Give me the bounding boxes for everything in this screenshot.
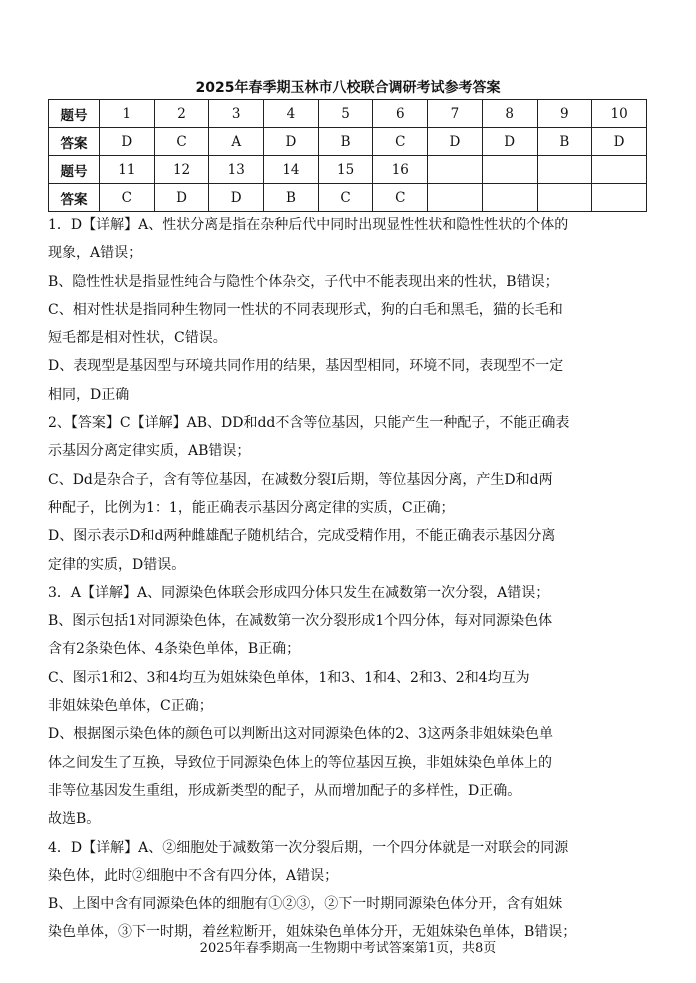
table-cell: [482, 156, 537, 184]
table-cell: 5: [318, 100, 373, 128]
table-cell: 6: [373, 100, 428, 128]
table-cell: B: [537, 128, 592, 156]
table-cell: [482, 184, 537, 212]
text-line: 染色单体，③下一时期，着丝粒断开，姐妹染色单体分开，无姐妹染色单体，B错误；: [48, 924, 577, 941]
table-row: [49, 100, 647, 128]
table-cell: 16: [373, 156, 428, 184]
table-cell: [428, 156, 483, 184]
table-row: [49, 128, 647, 156]
text-line: 定律的实质，D错误。: [48, 556, 186, 573]
table-header-cell: 答案: [49, 184, 100, 212]
table-cell: B: [318, 128, 373, 156]
text-line: 相同，D正确: [48, 386, 130, 403]
table-cell: 3: [209, 100, 264, 128]
table-cell: 10: [592, 100, 647, 128]
text-line: 4．D【详解】A、②细胞处于减数第一次分裂后期，一个四分体就是一对联会的同源: [48, 839, 569, 856]
text-line: 种配子，比例为1：1，能正确表示基因分离定律的实质，C正确；: [48, 499, 455, 516]
text-line: 非等位基因发生重组，形成新类型的配子，从而增加配子的多样性，D正确。: [48, 782, 522, 799]
table-cell: 8: [482, 100, 537, 128]
table-cell: 12: [154, 156, 209, 184]
text-line: 非姐妹染色单体，C正确；: [48, 698, 213, 715]
text-line: 1．D【详解】A、性状分离是指在杂种后代中同时出现显性性状和隐性性状的个体的: [48, 217, 569, 233]
text-line: 故选B。: [48, 811, 101, 828]
table-cell: 1: [100, 100, 155, 128]
text-line: B、隐性性状是指显性纯合与隐性个体杂交，子代中不能表现出来的性状，B错误；: [48, 273, 559, 290]
table-cell: D: [100, 128, 155, 156]
page-footer: 2025年春季期高一生物期中考试答案第1页，共8页: [199, 941, 497, 956]
text-line: B、图示包括1对同源染色体，在减数第一次分裂形成1个四分体，每对同源染色体: [48, 613, 553, 630]
table-cell: A: [209, 128, 264, 156]
table-cell: C: [154, 128, 209, 156]
table-row: [49, 184, 647, 212]
table-cell: [537, 184, 592, 212]
table-cell: D: [209, 184, 264, 212]
table-cell: C: [373, 184, 428, 212]
table-cell: D: [592, 128, 647, 156]
table-cell: D: [428, 128, 483, 156]
text-line: D、根据图示染色体的颜色可以判断出这对同源染色体的2、3这两条非姐妹染色单: [48, 726, 554, 743]
table-cell: D: [154, 184, 209, 212]
table-cell: B: [264, 184, 319, 212]
text-line: 示基因分离定律实质，AB错误；: [48, 443, 251, 460]
text-line: 3．A【详解】A、同源染色体联会形成四分体只发生在减数第一次分裂，A错误；: [48, 584, 550, 601]
table-cell: 4: [264, 100, 319, 128]
table-cell: [592, 156, 647, 184]
table-header-cell: 答案: [49, 128, 100, 156]
table-cell: [428, 184, 483, 212]
table-cell: D: [482, 128, 537, 156]
table-cell: 13: [209, 156, 264, 184]
text-line: D、表现型是基因型与环境共同作用的结果，基因型相同，环境不同，表现型不一定: [48, 358, 564, 375]
table-cell: C: [373, 128, 428, 156]
table-cell: [592, 184, 647, 212]
table-row: [49, 156, 647, 184]
text-line: B、上图中含有同源染色体的细胞有①②③，②下一时期同源染色体分开，含有姐妹: [48, 896, 563, 913]
table-cell: 2: [154, 100, 209, 128]
table-cell: 7: [428, 100, 483, 128]
text-line: C、图示1和2、3和4均互为姐妹染色单体，1和3、1和4、2和3、2和4均互为: [48, 669, 530, 686]
table-cell: 15: [318, 156, 373, 184]
table-cell: 14: [264, 156, 319, 184]
page-title: 2025年春季期玉林市八校联合调研考试参考答案: [195, 80, 501, 96]
table-cell: [537, 156, 592, 184]
text-line: 含有2条染色体、4条染色单体，B正确；: [48, 641, 301, 658]
table-cell: 11: [100, 156, 155, 184]
text-line: C、相对性状是指同种生物同一性状的不同表现形式，狗的白毛和黑毛，猫的长毛和: [48, 301, 563, 318]
text-line: 2、【答案】C【详解】AB、DD和dd不含等位基因，只能产生一种配子，不能正确表: [48, 415, 570, 432]
table-cell: C: [100, 184, 155, 212]
table-header-cell: 题号: [49, 156, 100, 184]
text-line: 短毛都是相对性状，C错误。: [48, 330, 227, 347]
table-cell: D: [264, 128, 319, 156]
text-line: 现象，A错误；: [48, 245, 143, 262]
explanation-body: [48, 211, 656, 947]
text-line: C、Dd是杂合子，含有等位基因，在减数分裂Ⅰ后期，等位基因分离，产生D和d两: [48, 471, 553, 488]
table-cell: 9: [537, 100, 592, 128]
table-header-cell: 题号: [49, 100, 100, 128]
table-cell: C: [318, 184, 373, 212]
text-line: 染色体，此时②细胞中不含有四分体，A错误；: [48, 867, 339, 884]
answer-table: [48, 99, 647, 212]
text-line: D、图示表示D和d两种雌雄配子随机结合，完成受精作用，不能正确表示基因分离: [48, 528, 556, 545]
text-line: 体之间发生了互换，导致位于同源染色体上的等位基因互换，非姐妹染色单体上的: [48, 754, 552, 771]
